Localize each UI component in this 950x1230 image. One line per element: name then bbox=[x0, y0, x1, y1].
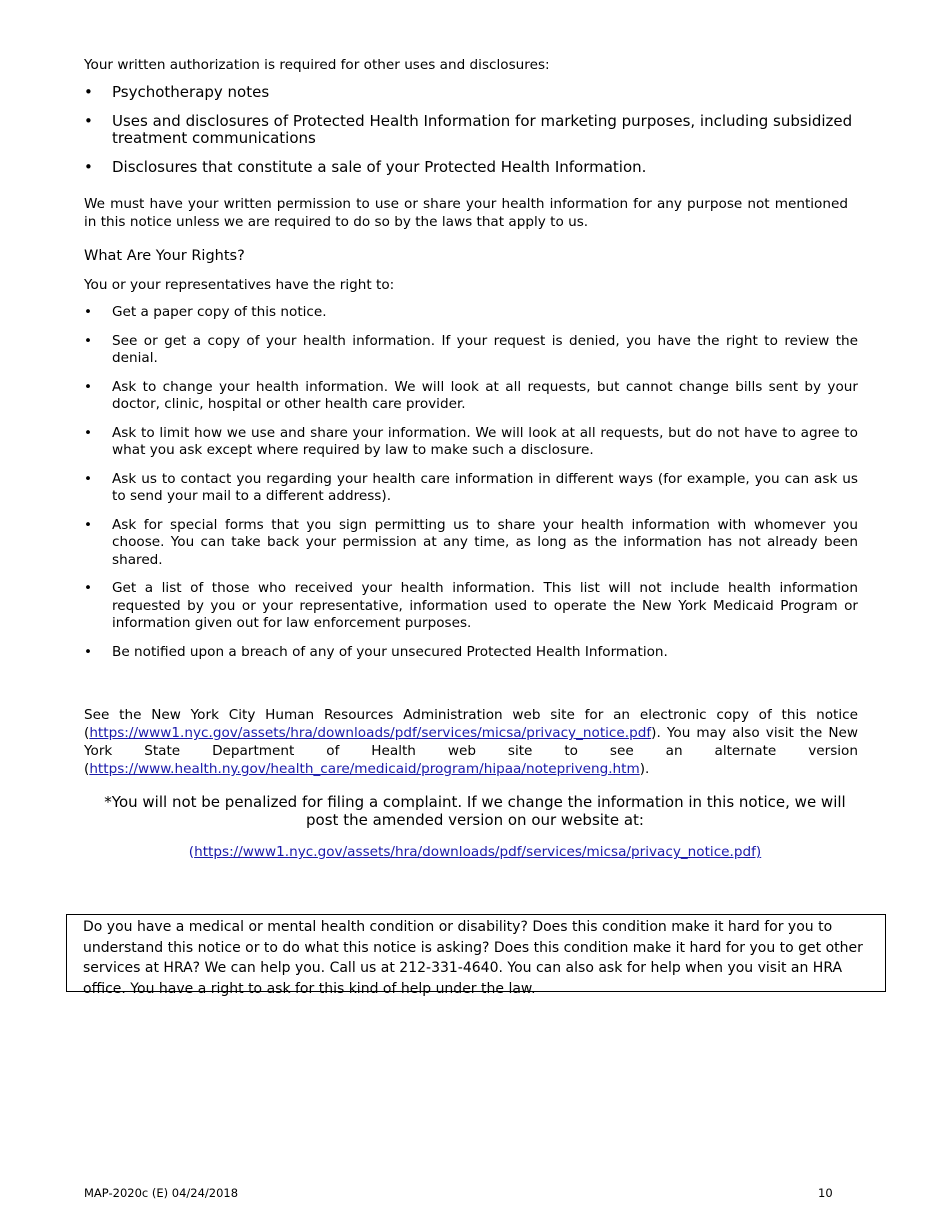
list-item bbox=[84, 379, 858, 414]
list-item-text: See or get a copy of your health information. If your request is denied, you have the right to review the denial. bbox=[112, 332, 858, 366]
written-permission-paragraph: We must have your written permission to use or share your health information for any purpose not mentioned in this notice unless we are required to do so by the laws that apply to us. bbox=[84, 196, 848, 230]
list-item bbox=[84, 580, 858, 633]
list-item-text: Ask us to contact you regarding your health care information in different ways (for example, you can ask us to send your mail to a different address). bbox=[112, 470, 858, 504]
list-item-text: Ask for special forms that you sign permitting us to share your health information with whomever you choose. You can take back your permission at any time, as long as the information has not already been shared. bbox=[112, 516, 858, 568]
website-text-3: ). bbox=[639, 761, 650, 777]
list-item-text: Get a list of those who received your health information. This list will not include health information requested by you or your representative, information used to operate the New York Medicaid Program or information given out for law enforcement purposes. bbox=[112, 580, 858, 631]
list-item bbox=[84, 84, 859, 101]
list-item bbox=[84, 333, 858, 368]
bullet-icon: • bbox=[84, 158, 93, 176]
list-item bbox=[84, 113, 859, 147]
list-item-text: Ask to change your health information. We will look at all requests, but cannot change bills sent by your doctor, clinic, hospital or other health care provider. bbox=[112, 378, 858, 412]
nys-health-notice-link[interactable]: https://www.health.ny.gov/health_care/medicaid/program/hipaa/notepriveng.htm bbox=[89, 761, 640, 777]
website-paragraph bbox=[84, 706, 858, 778]
rights-list bbox=[84, 304, 858, 672]
authorization-list bbox=[84, 84, 859, 188]
list-item bbox=[84, 425, 858, 460]
complaint-text: You will not be penalized for filing a complaint. If we change the information in this notice, we will post the amended version on our website at: bbox=[111, 793, 846, 829]
list-item bbox=[84, 471, 858, 506]
bullet-icon: • bbox=[84, 304, 93, 320]
form-identifier: MAP-2020c (E) 04/24/2018 bbox=[84, 1186, 239, 1200]
list-item-text: Psychotherapy notes bbox=[112, 83, 270, 101]
list-item-text: Ask to limit how we use and share your information. We will look at all requests, but do not have to agree to what you ask except where required by law to make such a disclosure. bbox=[112, 424, 858, 458]
list-item bbox=[84, 644, 858, 662]
website-text-1: See the New York City Human Resources Administration web site for an electronic copy of this notice ( bbox=[84, 707, 858, 741]
list-item bbox=[84, 517, 858, 570]
amended-notice-link[interactable]: https://www1.nyc.gov/assets/hra/downloads/pdf/services/micsa/privacy_notice.pdf) bbox=[194, 844, 762, 860]
list-item-text: Uses and disclosures of Protected Health Information for marketing purposes, including subsidized treatment communications bbox=[112, 112, 853, 147]
complaint-notice bbox=[92, 794, 858, 829]
bullet-icon: • bbox=[84, 470, 93, 487]
authorization-intro: Your written authorization is required for other uses and disclosures: bbox=[84, 57, 550, 73]
list-item-text: Be notified upon a breach of any of your unsecured Protected Health Information. bbox=[112, 643, 668, 660]
rights-heading: What Are Your Rights? bbox=[84, 248, 245, 264]
website-text-2: ). You may also visit the New York State Department of Health web site to see an alternate version ( bbox=[84, 725, 858, 777]
bullet-icon: • bbox=[84, 112, 93, 130]
bullet-icon: • bbox=[84, 424, 93, 441]
list-item-text: Disclosures that constitute a sale of your Protected Health Information. bbox=[112, 158, 647, 176]
bullet-icon: • bbox=[84, 580, 93, 596]
complaint-link-line bbox=[92, 843, 858, 861]
list-item-text: Get a paper copy of this notice. bbox=[112, 304, 327, 320]
bullet-icon: • bbox=[84, 332, 93, 349]
bullet-icon: • bbox=[84, 83, 93, 101]
list-item bbox=[84, 304, 858, 322]
help-notice-text: Do you have a medical or mental health condition or disability? Does this condition make it hard for you to understand this notice or to do what this notice is asking? Does this condition make it hard for you to get other services at HRA? We can help you. Call us at 212-331-4640. You can also ask for help when you visit an HRA office. You have a right to ask for this kind of help under the law. bbox=[83, 919, 863, 997]
rights-lead: You or your representatives have the right to: bbox=[84, 277, 395, 293]
bullet-icon: • bbox=[84, 643, 93, 660]
page-number: 10 bbox=[818, 1186, 833, 1200]
link-open-paren: ( bbox=[188, 844, 195, 860]
asterisk-mark: * bbox=[104, 793, 112, 811]
hra-privacy-notice-link[interactable]: https://www1.nyc.gov/assets/hra/downloads/pdf/services/micsa/privacy_notice.pdf bbox=[89, 725, 652, 741]
bullet-icon: • bbox=[84, 378, 93, 395]
bullet-icon: • bbox=[84, 516, 93, 533]
list-item bbox=[84, 159, 859, 176]
help-notice-box bbox=[66, 914, 886, 997]
